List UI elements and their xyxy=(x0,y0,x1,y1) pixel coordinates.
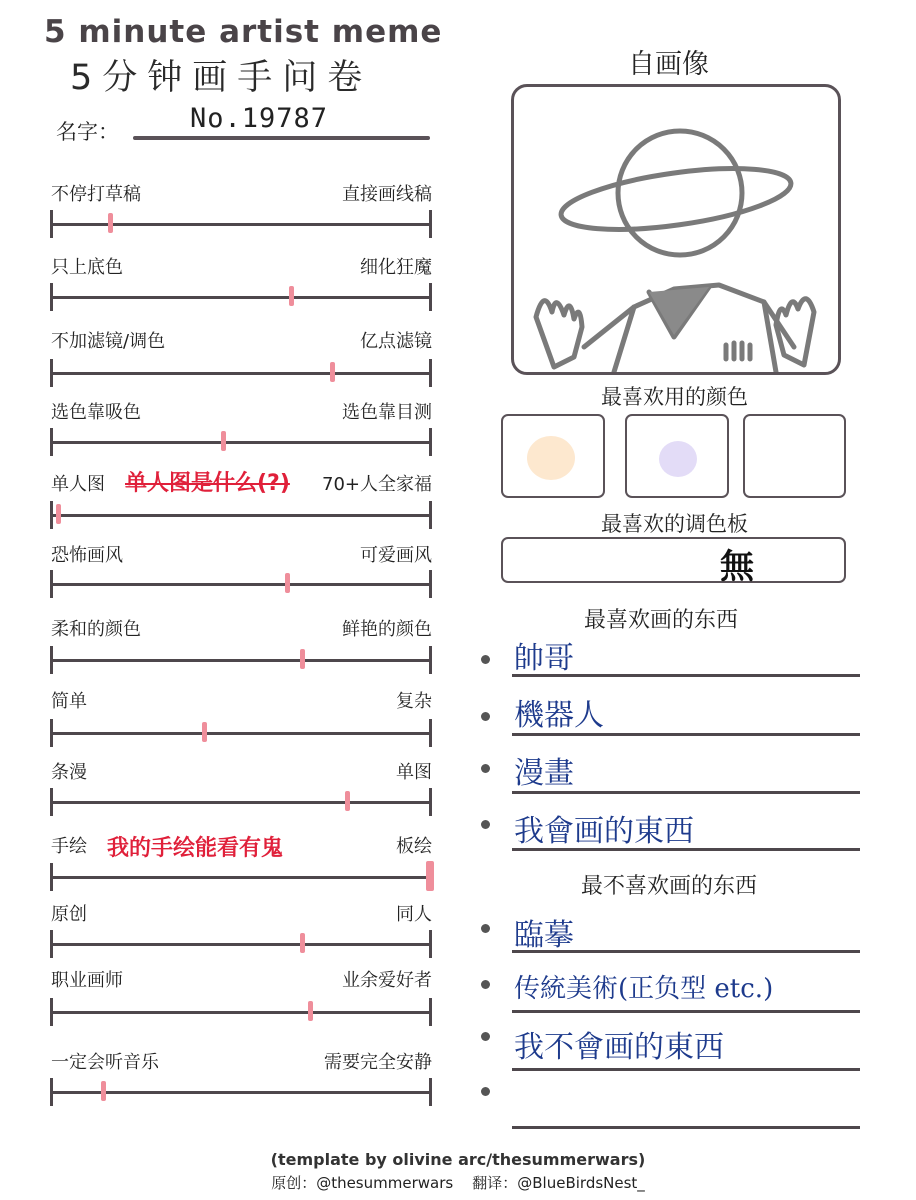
slider-right-end xyxy=(429,998,432,1026)
likes-title: 最喜欢画的东西 xyxy=(584,608,739,633)
slider-track[interactable] xyxy=(52,943,432,946)
slider-marker[interactable] xyxy=(101,1081,106,1101)
slider-right-label: 业余爱好者 xyxy=(342,970,432,991)
slider-marker[interactable] xyxy=(330,362,335,382)
slider-right-end xyxy=(429,646,432,674)
slider-right-end xyxy=(429,428,432,456)
slider-right-label: 同人 xyxy=(396,904,432,925)
slider-left-label: 原创 xyxy=(51,904,87,925)
slider-track[interactable] xyxy=(52,659,432,662)
slider-left-end xyxy=(50,788,53,816)
list-underline xyxy=(512,1126,860,1129)
color-swatch-3 xyxy=(743,414,846,498)
slider-marker[interactable] xyxy=(289,286,294,306)
favorite-palette-box xyxy=(501,537,846,583)
slider-right-end xyxy=(429,501,432,529)
name-value: No.19787 xyxy=(190,103,329,134)
slider-left-end xyxy=(50,863,53,891)
slider-left-label: 单人图 xyxy=(51,474,105,495)
dislikes-title: 最不喜欢画的东西 xyxy=(581,874,758,899)
color-swatch-1 xyxy=(501,414,605,498)
dislike-item: 传統美術(正负型 etc.) xyxy=(514,974,774,1004)
dislike-item: 臨摹 xyxy=(514,918,574,953)
favorite-palette-title: 最喜欢的调色板 xyxy=(601,512,748,536)
favorite-palette-value: 無 xyxy=(720,547,754,587)
footer-credit-en: (template by olivine arc/thesummerwars) xyxy=(270,1150,646,1169)
color-swatch-2 xyxy=(625,414,729,498)
slider-left-end xyxy=(50,930,53,958)
slider-left-end xyxy=(50,998,53,1026)
slider-track[interactable] xyxy=(52,583,432,586)
name-underline xyxy=(133,136,430,140)
slider-right-label: 细化狂魔 xyxy=(360,257,432,278)
slider-marker[interactable] xyxy=(56,504,61,524)
slider-right-end xyxy=(429,283,432,311)
slider-track[interactable] xyxy=(52,876,432,879)
slider-track[interactable] xyxy=(52,1011,432,1014)
dislike-item: 我不會画的東西 xyxy=(514,1030,724,1065)
slider-left-label: 不加滤镜/调色 xyxy=(51,331,166,352)
slider-right-label: 选色靠目测 xyxy=(342,402,432,423)
list-bullet xyxy=(481,924,490,933)
slider-left-end xyxy=(50,719,53,747)
footer-credit-cn: 原创：@thesummerwars 翻译：@BlueBirdsNest_ xyxy=(271,1174,645,1192)
list-bullet xyxy=(481,980,490,989)
like-item: 機器人 xyxy=(514,698,604,733)
list-bullet xyxy=(481,712,490,721)
slider-right-label: 亿点滤镜 xyxy=(360,331,432,352)
slider-left-end xyxy=(50,283,53,311)
list-bullet xyxy=(481,764,490,773)
slider-marker[interactable] xyxy=(108,213,113,233)
slider-right-end xyxy=(429,719,432,747)
list-bullet xyxy=(481,820,490,829)
note-single-figure: 单人图是什么(?) xyxy=(125,471,290,496)
name-label: 名字： xyxy=(56,120,119,144)
slider-left-label: 条漫 xyxy=(51,762,87,783)
slider-left-label: 不停打草稿 xyxy=(51,184,141,205)
slider-track[interactable] xyxy=(52,441,432,444)
self-portrait-frame xyxy=(511,84,841,375)
slider-left-label: 恐怖画风 xyxy=(51,545,123,566)
slider-marker[interactable] xyxy=(300,933,305,953)
slider-track[interactable] xyxy=(52,514,432,517)
slider-left-end xyxy=(50,359,53,387)
slider-right-label: 板绘 xyxy=(396,836,432,857)
slider-left-label: 手绘 xyxy=(51,836,87,857)
slider-right-end xyxy=(429,930,432,958)
color-dot-peach xyxy=(527,436,575,480)
slider-left-label: 一定会听音乐 xyxy=(51,1052,159,1073)
favorite-colors-title: 最喜欢用的颜色 xyxy=(601,385,748,409)
slider-left-end xyxy=(50,501,53,529)
self-portrait-drawing xyxy=(514,87,838,372)
slider-left-label: 只上底色 xyxy=(51,257,123,278)
slider-track[interactable] xyxy=(52,732,432,735)
slider-left-label: 职业画师 xyxy=(51,970,123,991)
slider-right-label: 单图 xyxy=(396,762,432,783)
slider-right-label: 需要完全安静 xyxy=(324,1052,432,1073)
slider-marker[interactable] xyxy=(308,1001,313,1021)
slider-right-label: 直接画线稿 xyxy=(342,184,432,205)
portrait-title: 自画像 xyxy=(628,49,709,80)
slider-left-end xyxy=(50,1078,53,1106)
slider-marker[interactable] xyxy=(300,649,305,669)
list-underline xyxy=(512,1068,860,1071)
slider-left-end xyxy=(50,210,53,238)
slider-left-end xyxy=(50,570,53,598)
slider-left-label: 简单 xyxy=(51,691,87,712)
slider-track[interactable] xyxy=(52,1091,432,1094)
slider-left-end xyxy=(50,428,53,456)
slider-right-end xyxy=(429,1078,432,1106)
slider-right-label: 鲜艳的颜色 xyxy=(342,619,432,640)
slider-left-end xyxy=(50,646,53,674)
list-bullet xyxy=(481,1032,490,1041)
slider-left-label: 柔和的颜色 xyxy=(51,619,141,640)
slider-right-label: 可爱画风 xyxy=(360,545,432,566)
list-bullet xyxy=(481,1087,490,1096)
slider-track[interactable] xyxy=(52,801,432,804)
slider-left-label: 选色靠吸色 xyxy=(51,402,141,423)
like-item: 漫畫 xyxy=(514,756,574,791)
list-bullet xyxy=(481,655,490,664)
slider-right-label: 复杂 xyxy=(396,691,432,712)
slider-right-label: 70+人全家福 xyxy=(322,474,432,495)
title-english: 5 minute artist meme xyxy=(44,14,443,50)
slider-track[interactable] xyxy=(52,296,432,299)
title-chinese: 5分钟画手问卷 xyxy=(70,58,373,98)
slider-marker[interactable] xyxy=(345,791,350,811)
note-hand-drawing: 我的手绘能看有鬼 xyxy=(107,836,284,861)
slider-marker[interactable] xyxy=(285,573,290,593)
slider-marker[interactable] xyxy=(221,431,226,451)
slider-right-end xyxy=(429,788,432,816)
slider-marker[interactable] xyxy=(426,861,434,891)
like-item: 我會画的東西 xyxy=(514,814,694,849)
color-dot-lavender xyxy=(659,441,697,477)
slider-right-end xyxy=(429,210,432,238)
slider-right-end xyxy=(429,570,432,598)
list-underline xyxy=(512,1010,860,1013)
slider-right-end xyxy=(429,359,432,387)
slider-marker[interactable] xyxy=(202,722,207,742)
like-item: 帥哥 xyxy=(514,641,574,676)
slider-track[interactable] xyxy=(52,372,432,375)
